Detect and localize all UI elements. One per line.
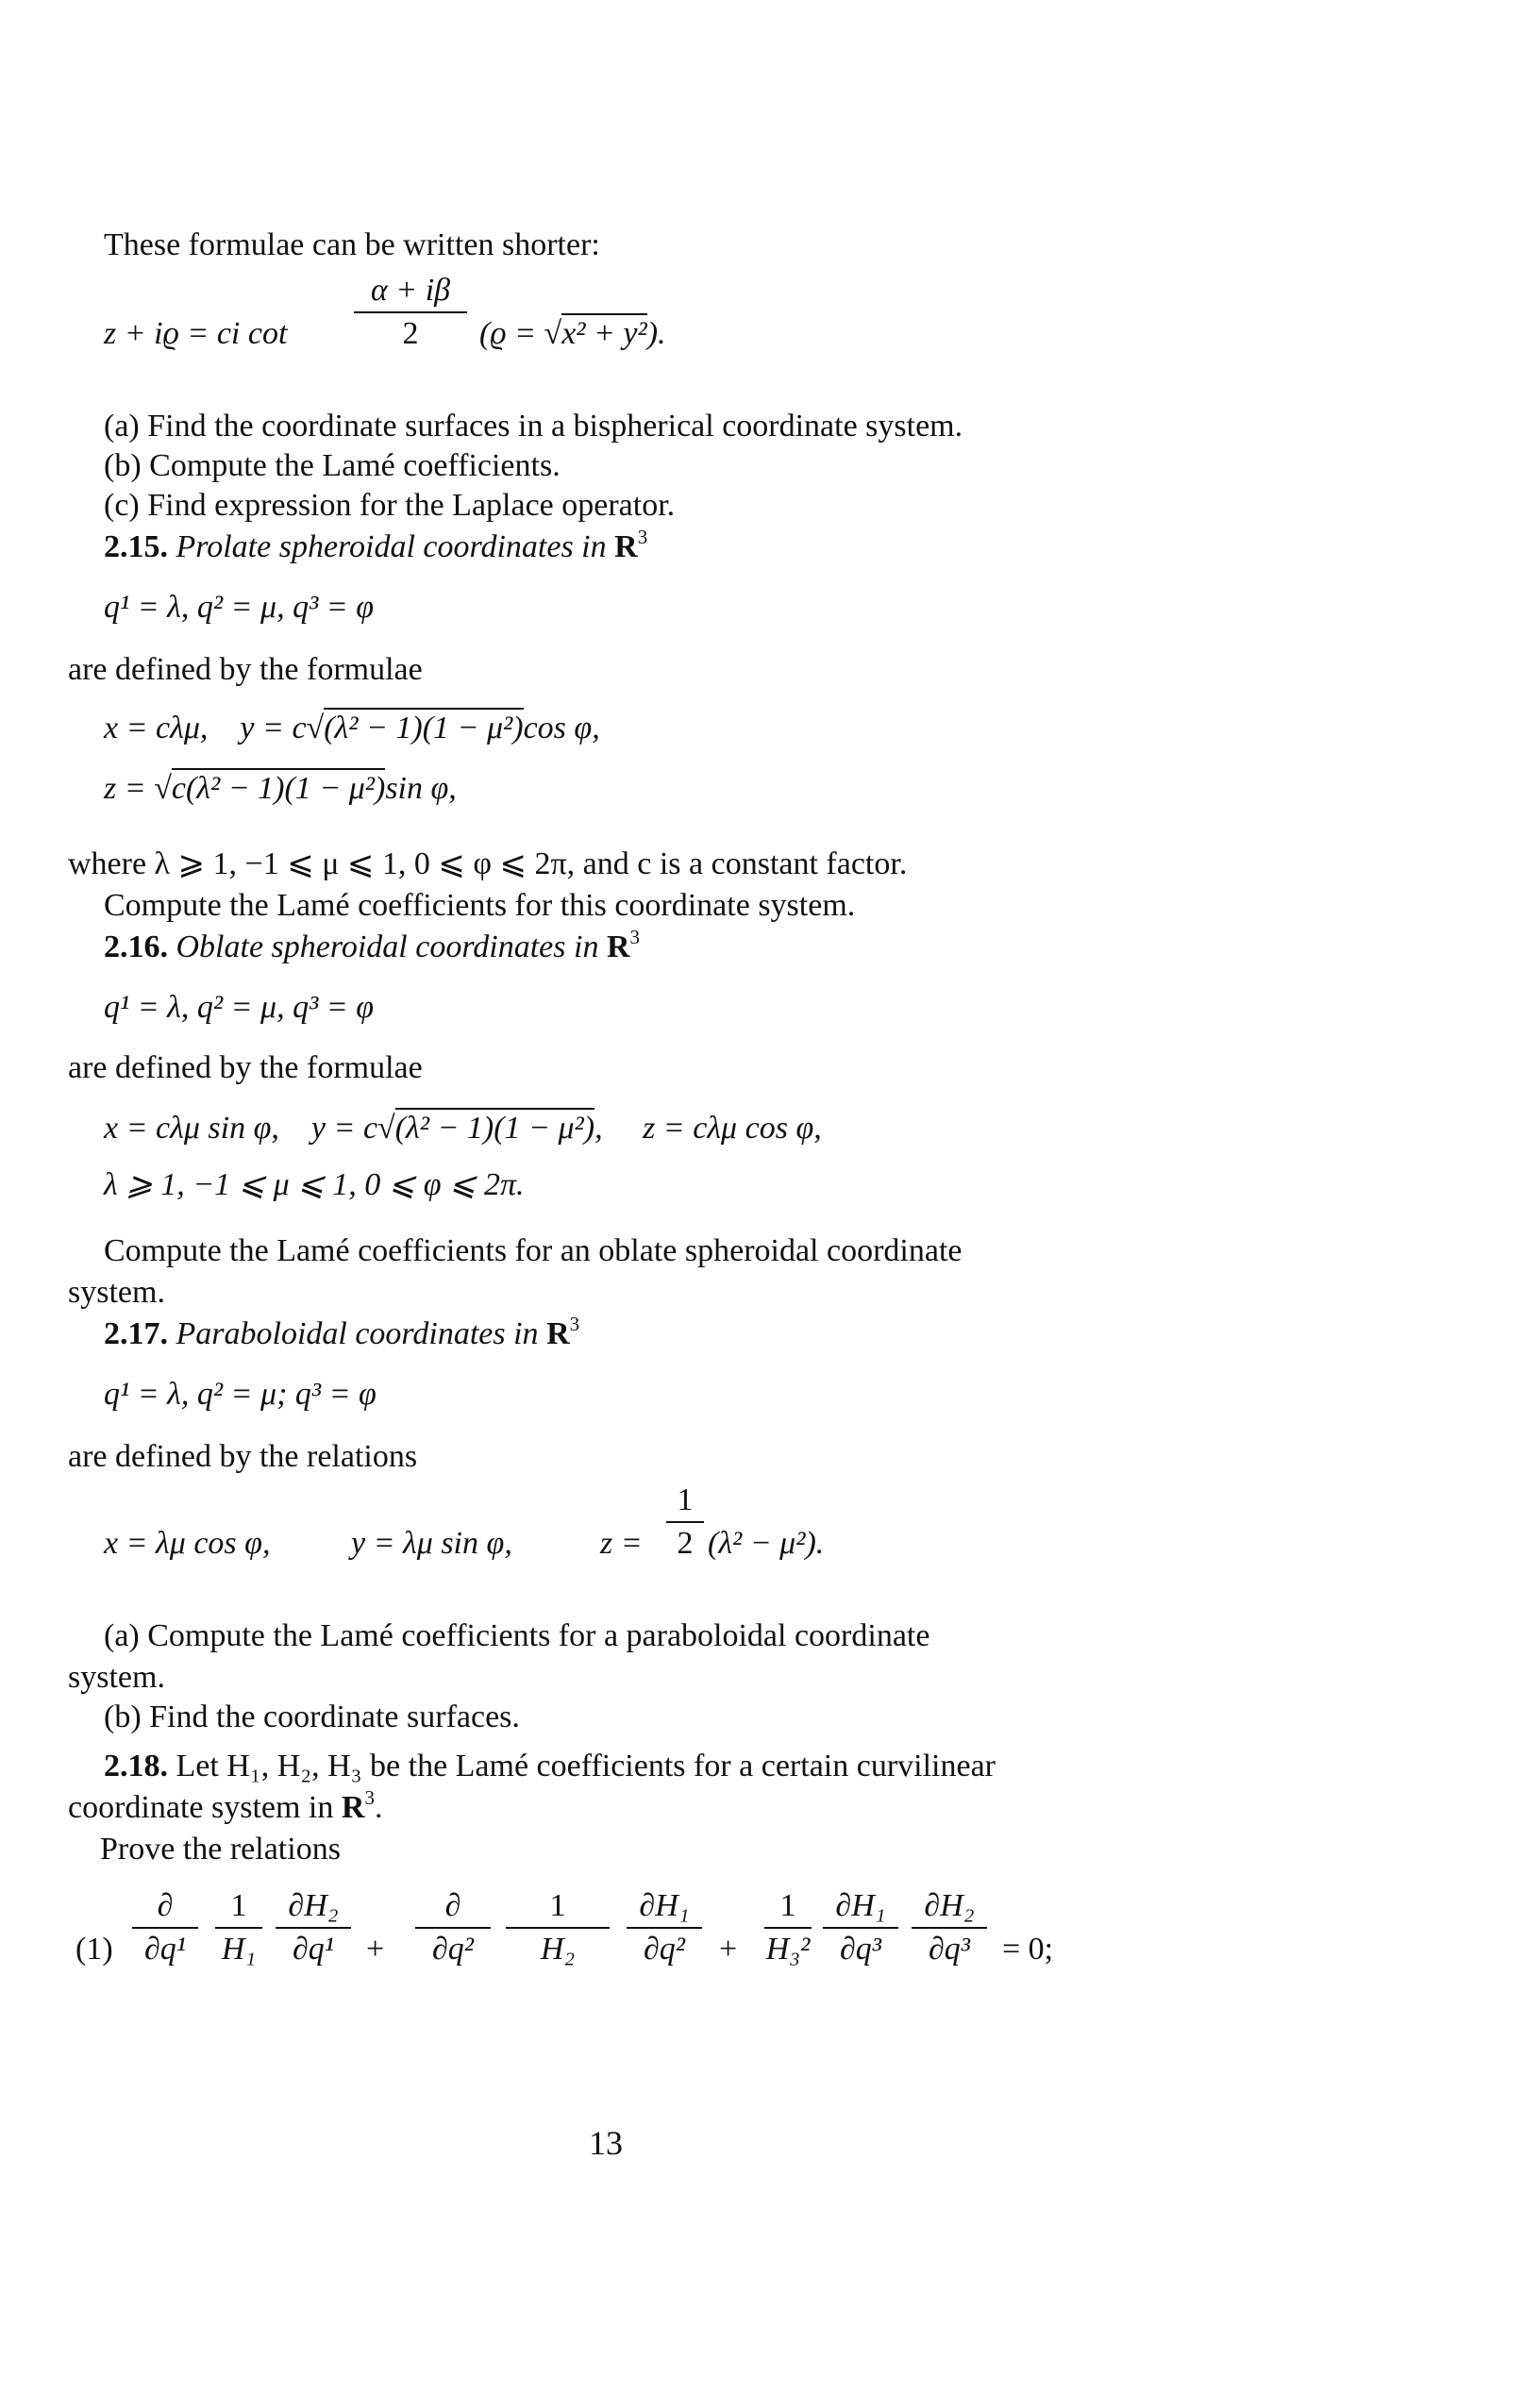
space-exponent: 3: [364, 1786, 375, 1809]
problem-2-17-eq-z-tail: (λ² − μ²).: [708, 1526, 825, 1561]
space-symbol: R: [606, 929, 630, 964]
frac-den: ∂q³: [840, 1932, 881, 1967]
problem-2-18-prove: Prove the relations: [100, 1832, 341, 1867]
frac-num: ∂H₂: [924, 1888, 975, 1923]
fraction-num: 1: [677, 1482, 694, 1517]
frac-num: ∂H₂: [288, 1888, 339, 1923]
eq-frac-2: [215, 1887, 262, 1968]
sqrt-sign: √: [306, 711, 325, 745]
frac-den: H₂: [540, 1932, 576, 1967]
problem-title: Prolate spheroidal coordinates in: [176, 529, 607, 564]
space-symbol: R: [614, 529, 638, 564]
problem-2-17-heading: [104, 1315, 579, 1356]
frac-num: ∂: [157, 1888, 174, 1923]
frac-den: ∂q³: [929, 1932, 970, 1967]
problem-2-17-item-a-line2: system.: [68, 1660, 165, 1695]
eq-frac-9: [912, 1887, 987, 1968]
eq-frac-5: [506, 1887, 610, 1968]
eq-frac-3: [276, 1887, 351, 1968]
problem-2-17-fraction: [666, 1482, 704, 1563]
frac-num: ∂H₁: [835, 1888, 886, 1923]
fraction-bar: [276, 1927, 351, 1929]
eq-z-tail: sin φ,: [385, 771, 457, 806]
frac-den: ∂q¹: [144, 1932, 186, 1967]
sqrt-sign: √: [154, 771, 172, 806]
problem-number: 2.16.: [104, 929, 168, 964]
problem-number: 2.18.: [104, 1749, 168, 1783]
space-symbol: R: [341, 1790, 365, 1825]
problem-2-17-eq-y: y = λμ sin φ,: [351, 1526, 512, 1561]
frac-num: 1: [779, 1888, 796, 1923]
frac-den: H₁: [221, 1932, 257, 1967]
sqrt-radicand: (λ² − 1)(1 − μ²): [395, 1108, 594, 1146]
problem-2-17-item-b: (b) Find the coordinate surfaces.: [104, 1699, 520, 1734]
sqrt-sign: √: [544, 316, 562, 351]
problem-2-16-eq1: [104, 1110, 822, 1147]
problem-2-15-where: where λ ⩾ 1, −1 ⩽ μ ⩽ 1, 0 ⩽ φ ⩽ 2π, and c is a constant factor.: [68, 846, 908, 881]
problem-2-15-eq1: [104, 710, 600, 747]
frac-num: ∂H₁: [639, 1888, 690, 1923]
problem-2-16-heading: [104, 926, 641, 969]
sqrt-radicand: x² + y²: [561, 313, 647, 351]
problem-2-16-task-line1: Compute the Lamé coefficients for an oblate spheroidal coordinate: [104, 1233, 962, 1268]
problem-2-15-heading: [104, 528, 647, 569]
eq-x: x = cλμ,: [104, 711, 209, 745]
problem-2-17-coords: q¹ = λ, q² = μ; q³ = φ: [104, 1377, 377, 1412]
fraction-bar: [215, 1927, 262, 1929]
problem-title: Oblate spheroidal coordinates in: [176, 929, 599, 964]
bispherical-fraction-num: α + iβ: [370, 273, 451, 308]
fraction-bar: [627, 1927, 702, 1929]
problem-2-15-eq2: [104, 770, 457, 808]
eq-frac-8: [823, 1887, 898, 1968]
problem-number: 2.15.: [104, 529, 168, 564]
page-number: 13: [589, 2124, 623, 2162]
eq-z-lead: z =: [104, 771, 155, 806]
bispherical-equation-lhs: z + iϱ = ci cot: [104, 316, 288, 351]
equation-label: (1): [75, 1932, 113, 1967]
frac-den: ∂q²: [644, 1932, 685, 1967]
problem-2-17-item-a-line1: (a) Compute the Lamé coefficients for a paraboloidal coordinate: [104, 1618, 930, 1653]
problem-text: Let H₁, H₂, H₃ be the Lamé coefficients for a certain curvilinear: [176, 1749, 996, 1783]
eq-frac-1: [132, 1887, 198, 1968]
problem-2-18-line1: [104, 1748, 996, 1785]
frac-den: ∂q²: [432, 1932, 474, 1967]
eq-x: x = cλμ sin φ,: [104, 1111, 279, 1146]
problem-2-17-eq-x: x = λμ cos φ,: [104, 1526, 271, 1561]
eq-y-tail: ,: [594, 1111, 603, 1146]
frac-num: 1: [230, 1888, 247, 1923]
problem-2-15-coords: q¹ = λ, q² = μ, q³ = φ: [104, 590, 375, 625]
space-exponent: 3: [569, 1313, 580, 1335]
eq-y-tail: cos φ,: [523, 711, 600, 745]
space-symbol: R: [546, 1316, 570, 1351]
space-exponent: 3: [629, 926, 641, 948]
fraction-bar: [415, 1927, 491, 1929]
sqrt-radicand: (λ² − 1)(1 − μ²): [324, 708, 523, 745]
sqrt-sign: √: [377, 1111, 395, 1146]
fraction-bar: [912, 1927, 987, 1929]
problem-2-17-defined: are defined by the relations: [68, 1439, 418, 1474]
bispherical-fraction-den: 2: [402, 316, 419, 351]
bispherical-item-b: (b) Compute the Lamé coefficients.: [104, 448, 561, 483]
frac-num: 1: [549, 1888, 566, 1923]
problem-2-15-defined: are defined by the formulae: [68, 652, 423, 687]
plus-sign: +: [719, 1932, 738, 1967]
problem-2-16-defined: are defined by the formulae: [68, 1050, 423, 1085]
fraction-bar: [823, 1927, 898, 1929]
problem-2-17-eq-z-lead: z =: [600, 1526, 643, 1561]
fraction-bar: [506, 1927, 610, 1929]
fraction-den: 2: [677, 1526, 694, 1561]
bispherical-item-c: (c) Find expression for the Laplace operator.: [104, 488, 676, 523]
bispherical-item-a: (a) Find the coordinate surfaces in a bispherical coordinate system.: [104, 409, 963, 444]
problem-2-18-line2: coordinate system in $R^3$.: [68, 1786, 383, 1825]
space-exponent: 3: [637, 526, 648, 548]
problem-text: coordinate system in: [68, 1790, 334, 1825]
eq-frac-6: [627, 1887, 702, 1968]
eq-frac-7: [764, 1887, 812, 1968]
fraction-bar: [764, 1927, 812, 1929]
frac-den: H₃²: [765, 1932, 811, 1967]
eq-y-lead: y = c: [240, 711, 307, 745]
problem-number: 2.17.: [104, 1316, 168, 1351]
intro-text: These formulae can be written shorter:: [104, 227, 600, 262]
fraction-bar: [666, 1521, 704, 1523]
sqrt-radicand: c(λ² − 1)(1 − μ²): [172, 768, 385, 806]
problem-2-15-task: Compute the Lamé coefficients for this coordinate system.: [104, 888, 856, 923]
problem-2-16-task-line2: system.: [68, 1275, 165, 1310]
equation-end: = 0;: [1002, 1932, 1054, 1967]
eq-frac-4: [415, 1887, 491, 1968]
fraction-bar: [132, 1927, 198, 1929]
frac-num: ∂: [444, 1888, 461, 1923]
problem-2-16-coords: q¹ = λ, q² = μ, q³ = φ: [104, 990, 375, 1025]
fraction-bar: [354, 311, 467, 313]
bispherical-fraction: [354, 272, 467, 353]
problem-2-16-ranges: λ ⩾ 1, −1 ⩽ μ ⩽ 1, 0 ⩽ φ ⩽ 2π.: [104, 1167, 525, 1202]
rhs-open: (ϱ =: [479, 316, 544, 351]
frac-den: ∂q¹: [293, 1932, 334, 1967]
eq-y-lead: y = c: [310, 1111, 378, 1146]
rhs-close: ).: [646, 316, 666, 351]
bispherical-equation-rhs: [479, 315, 666, 353]
eq-z: z = cλμ cos φ,: [643, 1111, 822, 1146]
problem-title: Paraboloidal coordinates in: [176, 1316, 539, 1351]
plus-sign: +: [366, 1932, 385, 1967]
